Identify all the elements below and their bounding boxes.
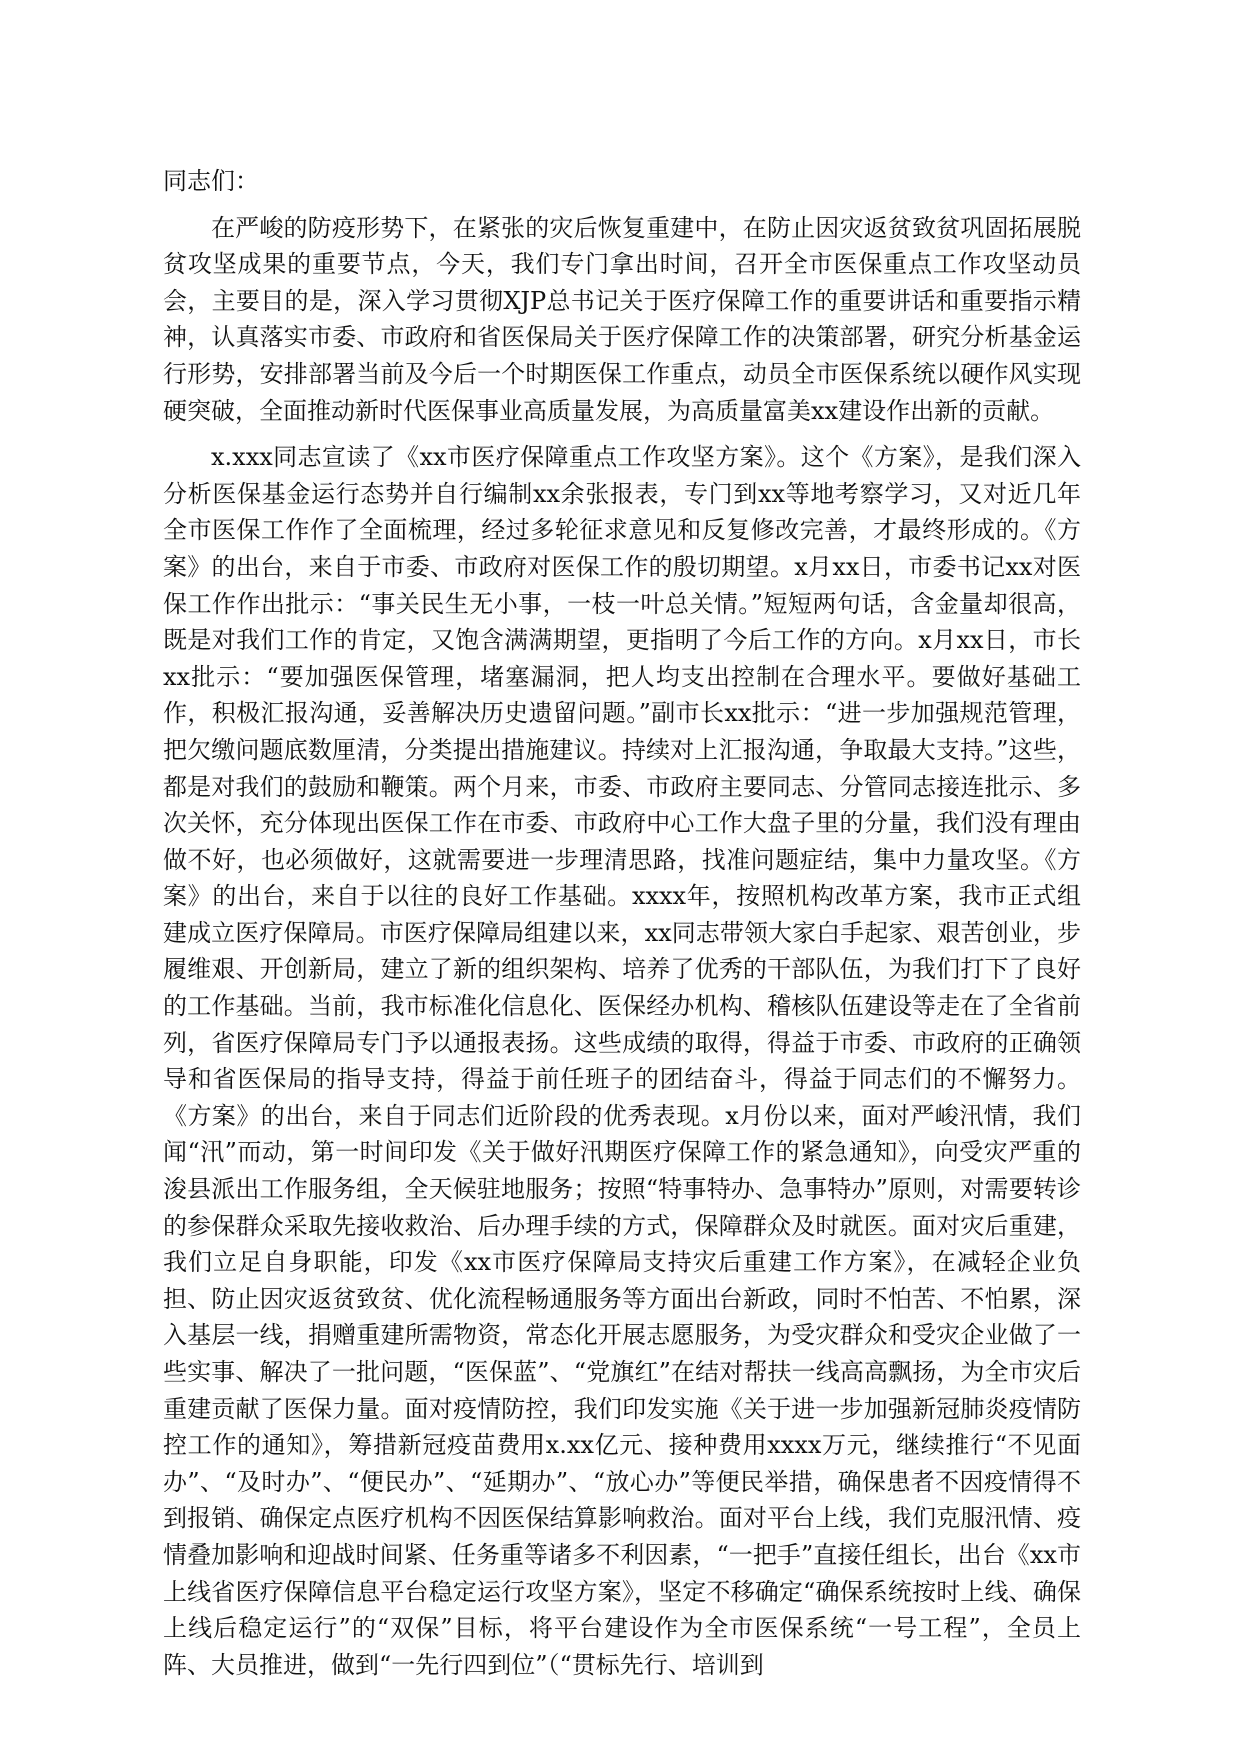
document-body (163, 163, 1081, 1693)
salutation: 同志们： (163, 167, 259, 195)
paragraph-2: x.xxx同志宣读了《xx市医疗保障重点工作攻坚方案》。这个《方案》，是我们深入分析医保基金运行态势并自行编制xx余张报表，专门到xx等地考察学习，又对近几年全市医保工作作了全面梳理，经过多轮征求意见和反复修改完善，才最终形成的。《方案》的出台，来自于市委、市政府对医保工作的殷切期望。x月xx日，市委书记xx对医保工作作出批示：“事关民生无小事，一枝一叶总关情。”短短两句话，含金量却很高，既是对我们工作的肯定，又饱含满满期望，更指明了今后工作的方向。x月xx日，市长xx批示：“要加强医保管理，堵塞漏洞，把人均支出控制在合理水平。要做好基础工作，积极汇报沟通，妥善解决历史遗留问题。”副市长xx批示：“进一步加强规范管理，把欠缴问题底数厘清，分类提出措施建议。持续对上汇报沟通，争取最大支持。”这些，都是对我们的鼓励和鞭策。两个月来，市委、市政府主要同志、分管同志接连批示、多次关怀，充分体现出医保工作在市委、市政府中心工作大盘子里的分量，我们没有理由做不好，也必须做好，这就需要进一步理清思路，找准问题症结，集中力量攻坚。《方案》的出台，来自于以往的良好工作基础。xxxx年，按照机构改革方案，我市正式组建成立医疗保障局。市医疗保障局组建以来，xx同志带领大家白手起家、艰苦创业，步履维艰、开创新局，建立了新的组织架构、培养了优秀的干部队伍，为我们打下了良好的工作基础。当前，我市标准化信息化、医保经办机构、稽核队伍建设等走在了全省前列，省医疗保障局专门予以通报表扬。这些成绩的取得，得益于市委、市政府的正确领导和省医保局的指导支持，得益于前任班子的团结奋斗，得益于同志们的不懈努力。《方案》的出台，来自于同志们近阶段的优秀表现。x月份以来，面对严峻汛情，我们闻“汛”而动，第一时间印发《关于做好汛期医疗保障工作的紧急通知》，向受灾严重的浚县派出工作服务组，全天候驻地服务；按照“特事特办、急事特办”原则，对需要转诊的参保群众采取先接收救治、后办理手续的方式，保障群众及时就医。面对灾后重建，我们立足自身职能，印发《xx市医疗保障局支持灾后重建工作方案》，在减轻企业负担、防止因灾返贫致贫、优化流程畅通服务等方面出台新政，同时不怕苦、不怕累，深入基层一线，捐赠重建所需物资，常态化开展志愿服务，为受灾群众和受灾企业做了一些实事、解决了一批问题，“医保蓝”、“党旗红”在结对帮扶一线高高飘扬，为全市灾后重建贡献了医保力量。面对疫情防控，我们印发实施《关于进一步加强新冠肺炎疫情防控工作的通知》，筹措新冠疫苗费用x.xx亿元、接种费用xxxx万元，继续推行“不见面办”、“及时办”、“便民办”、“延期办”、“放心办”等便民举措，确保患者不因疫情得不到报销、确保定点医疗机构不因医保结算影响救治。面对平台上线，我们克服汛情、疫情叠加影响和迎战时间紧、任务重等诸多不利因素，“一把手”直接任组长，出台《xx市上线省医疗保障信息平台稳定运行攻坚方案》，坚定不移确定“确保系统按时上线、确保上线后稳定运行”的“双保”目标，将平台建设作为全市医保系统“一号工程”，全员上阵、大员推进，做到“一先行四到位”（“贯标先行、培训到 (163, 443, 1081, 1679)
paragraph-1: 在严峻的防疫形势下，在紧张的灾后恢复重建中，在防止因灾返贫致贫巩固拓展脱贫攻坚成果的重要节点，今天，我们专门拿出时间，召开全市医保重点工作攻坚动员会，主要目的是，深入学习贯彻XJP总书记关于医疗保障工作的重要讲话和重要指示精神，认真落实市委、市政府和省医保局关于医疗保障工作的决策部署，研究分析基金运行形势，安排部署当前及今后一个时期医保工作重点，动员全市医保系统以硬作风实现硬突破，全面推动新时代医保事业高质量发展，为高质量富美xx建设作出新的贡献。 (163, 213, 1081, 425)
